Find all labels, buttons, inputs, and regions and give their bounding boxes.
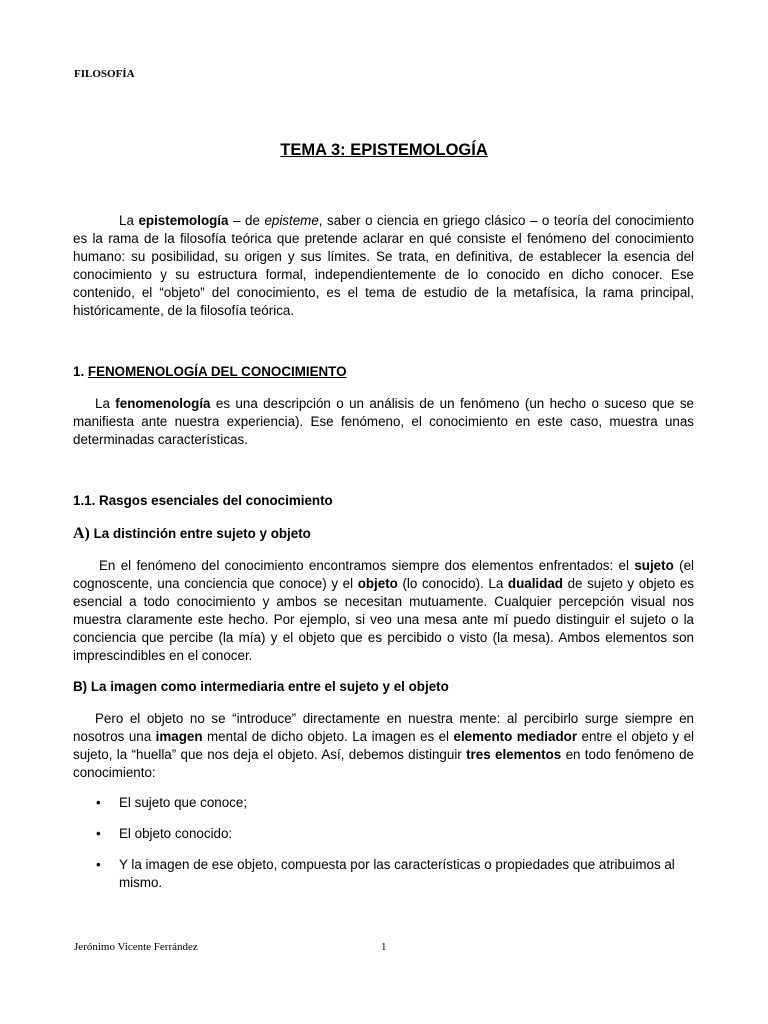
section-b-paragraph: Pero el objeto no se “introduce” directamente en nuestra mente: al percibirlo surge siempre en nosotros una imagen mental de dicho objeto. La imagen es el elemento mediador entre el objeto y el sujeto, la “huella” que nos deja el objeto. Así, debemos distinguir tres elementos en todo fenómeno de conocimiento: <box>73 711 694 780</box>
list-item: • Y la imagen de ese objeto, compuesta por las características o propiedades que atribuimos al mismo. <box>96 857 675 890</box>
section-a-heading: A) La distinción entre sujeto y objeto <box>73 525 311 542</box>
term-objeto: objeto <box>357 576 398 591</box>
bullet-icon: • <box>96 826 101 841</box>
section-a-paragraph: En el fenómeno del conocimiento encontramos siempre dos elementos enfrentados: el sujeto (el cognoscente, una conciencia que conoce) y el objeto (lo conocido). La dualidad de sujeto y objeto es esencial a todo conocimiento y ambos se necesitan mutuamente. Cualquier percepción visual nos muestra claramente este hecho. Por ejemplo, si veo una mesa ante mí puedo distinguir el sujeto o la conciencia que percibe (la mía) y el objeto que es percibido o visto (la mesa). Ambos elementos son imprescindibles en el conocer. <box>73 558 695 663</box>
page-title: TEMA 3: EPISTEMOLOGÍA <box>280 141 488 159</box>
term-epistemologia: epistemología <box>138 213 229 228</box>
term-tres-elementos: tres elementos <box>466 747 562 762</box>
term-dualidad: dualidad <box>507 576 563 591</box>
section-1-1-heading: 1.1. Rasgos esenciales del conocimiento <box>73 493 333 508</box>
list-item: • El objeto conocido: <box>96 826 233 841</box>
section-1-paragraph: La fenomenología es una descripción o un análisis de un fenómeno (un hecho o suceso que se manifiesta ante nuestra experiencia). Ese fenómeno, el conocimiento en este caso, muestra unas determinadas características. <box>73 396 694 447</box>
page-number: 1 <box>381 941 387 953</box>
section-b-heading: B) La imagen como intermediaria entre el sujeto y el objeto <box>73 679 449 694</box>
term-episteme: episteme <box>264 213 319 228</box>
bullet-icon: • <box>96 857 101 872</box>
footer-author: Jerónimo Vicente Ferrández <box>74 941 198 953</box>
term-elemento-mediador: elemento mediador <box>453 729 578 744</box>
bullet-icon: • <box>96 795 101 810</box>
term-fenomenologia: fenomenología <box>115 396 211 411</box>
term-sujeto: sujeto <box>634 558 674 573</box>
list-item: • El sujeto que conoce; <box>96 795 248 810</box>
section-1-heading: 1. FENOMENOLOGÍA DEL CONOCIMIENTO <box>73 364 347 379</box>
term-imagen: imagen <box>155 729 203 744</box>
page-header: FILOSOFÍA <box>74 68 135 80</box>
intro-paragraph: La epistemología – de episteme, saber o ciencia en griego clásico – o teoría del conocimiento es la rama de la filosofía teórica que pretende aclarar en qué consiste el fenómeno del conocimiento humano: su posibilidad, su origen y sus límites. Se trata, en definitiva, de establecer la esencia del conocimiento y su estructura formal, independientemente de lo conocido en dicho conocer. Ese contenido, el “objeto” del conocimiento, es el tema de estudio de la metafísica, la rama principal, históricamente, de la filosofía teórica. <box>73 213 694 318</box>
